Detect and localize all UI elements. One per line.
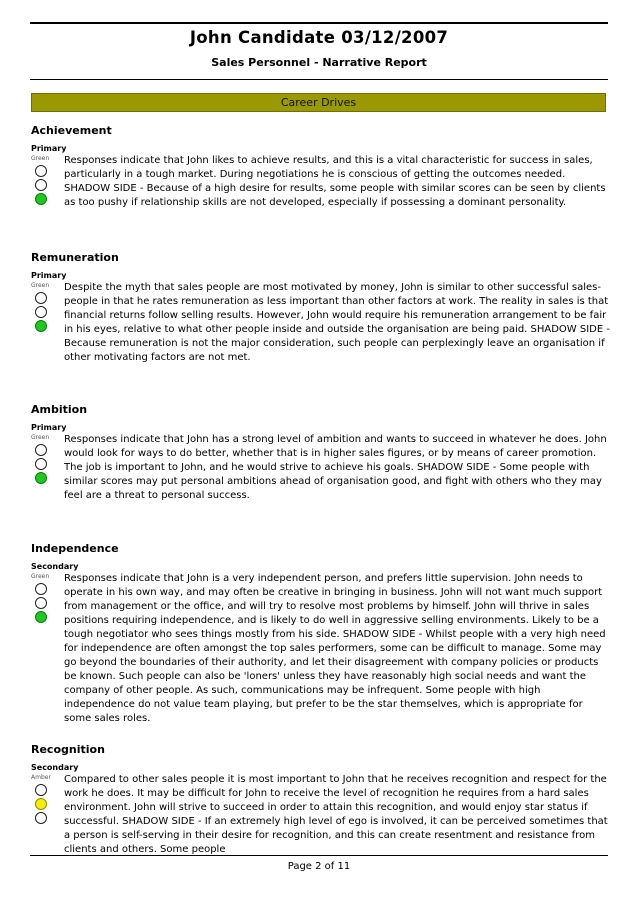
section-text: Compared to other sales people it is most important to John that he receives recognition and respect for the work he does. It may be difficult for John to receive the level of recognition he requires from a hard sales environment. John will strive to succeed in order to attain this recognition, and would enjoy star status if successful. SHADOW SIDE - If an extremely high level of ego is involved, it can be perceived sometimes that a person is self-serving in their desire for recognition, and this can create resentment and resistance from clients and others. Some people — [64, 774, 608, 855]
section-achievement — [31, 123, 609, 210]
footer-rule — [30, 855, 608, 856]
section-text: Responses indicate that John likes to achieve results, and this is a vital characteristic for success in sales, particularly in a tough market. During negotiations he is conscious of getting the outcomes needed. SHADOW SIDE - Because of a high desire for results, some people with similar scores can be seen by clients as too pushy if relationship skills are not developed, especially if possessing a dominant personality. — [64, 155, 606, 208]
section-level: Primary — [31, 271, 67, 280]
light-label: Amber — [31, 774, 51, 781]
top-lamp — [35, 583, 47, 595]
traffic-light-icon — [31, 434, 53, 485]
section-level: Primary — [31, 144, 67, 153]
middle-lamp — [35, 306, 47, 318]
top-rule — [30, 22, 608, 24]
career-drives-band: Career Drives — [31, 93, 606, 112]
section-title: Recognition — [31, 743, 105, 756]
section-row — [31, 773, 609, 857]
section-row — [31, 433, 609, 503]
section-title: Remuneration — [31, 251, 119, 264]
bottom-lamp — [35, 320, 47, 332]
middle-lamp — [35, 597, 47, 609]
section-title: Achievement — [31, 124, 112, 137]
top-lamp — [35, 784, 47, 796]
section-row — [31, 281, 609, 365]
report-title: John Candidate 03/12/2007 — [189, 28, 449, 47]
section-text: Despite the myth that sales people are most motivated by money, John is similar to other successful sales-people in that he rates remuneration as less important than other factors at work. The reality in sales is that financial returns follow selling results. However, John would require his remuneration arrangement to be fair in his eyes, relative to what other people inside and outside the organisation are being paid. SHADOW SIDE - Because remuneration is not the major consideration, such people can perplexingly leave an organisation if other motivating factors are not met. — [64, 282, 610, 363]
section-text: Responses indicate that John has a strong level of ambition and wants to succeed in whatever he does. John would look for ways to do better, whether that is in higher sales figures, or by means of career promotion. The job is important to John, and he would strive to achieve his goals. SHADOW SIDE - Some people with similar scores may put personal ambitions ahead of organisation good, and fight with others who they may feel are a threat to personal success. — [64, 434, 607, 501]
section-remuneration — [31, 250, 609, 365]
bottom-lamp — [35, 472, 47, 484]
section-independence — [31, 541, 609, 726]
top-lamp — [35, 444, 47, 456]
light-label: Green — [31, 282, 50, 289]
section-row — [31, 572, 609, 726]
traffic-light-icon — [31, 573, 53, 624]
light-label: Green — [31, 573, 50, 580]
traffic-light-icon — [31, 155, 53, 206]
report-subtitle: Sales Personnel - Narrative Report — [211, 56, 427, 69]
bottom-lamp — [35, 193, 47, 205]
traffic-light-icon — [31, 774, 53, 825]
middle-lamp — [35, 179, 47, 191]
header-rule — [30, 79, 608, 80]
middle-lamp — [35, 798, 47, 810]
page-number: Page 2 of 11 — [287, 861, 351, 872]
section-level: Primary — [31, 423, 67, 432]
section-level: Secondary — [31, 763, 79, 772]
section-title: Independence — [31, 542, 119, 555]
top-lamp — [35, 292, 47, 304]
light-label: Green — [31, 434, 50, 441]
section-title: Ambition — [31, 403, 88, 416]
light-label: Green — [31, 155, 50, 162]
section-level: Secondary — [31, 562, 79, 571]
traffic-light-icon — [31, 282, 53, 333]
middle-lamp — [35, 458, 47, 470]
section-recognition — [31, 742, 609, 857]
section-row — [31, 154, 609, 210]
bottom-lamp — [35, 611, 47, 623]
section-text: Responses indicate that John is a very independent person, and prefers little supervision. John needs to operate in his own way, and may often be creative in bringing in business. John will not want much support from management or the office, and will try to resolve most problems by himself. John will thrive in sales positions requiring independence, and is likely to do well in aggressive selling environments. Likely to be a tough negotiator who sees things mostly from his side. SHADOW SIDE - Whilst people with a very high need for independence are often amongst the top sales performers, some can be difficult to manage. Some may go beyond the boundaries of their authority, and let their disagreement with company policies or products be known. Such people can also be 'loners' unless they have reasonably high social needs and want the company of other people. As such, communications may be infrequent. Some people with high independence do not value team playing, but prefer to be the star themselves, which is appropriate for some sales roles. — [64, 573, 606, 724]
section-ambition — [31, 402, 609, 503]
bottom-lamp — [35, 812, 47, 824]
top-lamp — [35, 165, 47, 177]
